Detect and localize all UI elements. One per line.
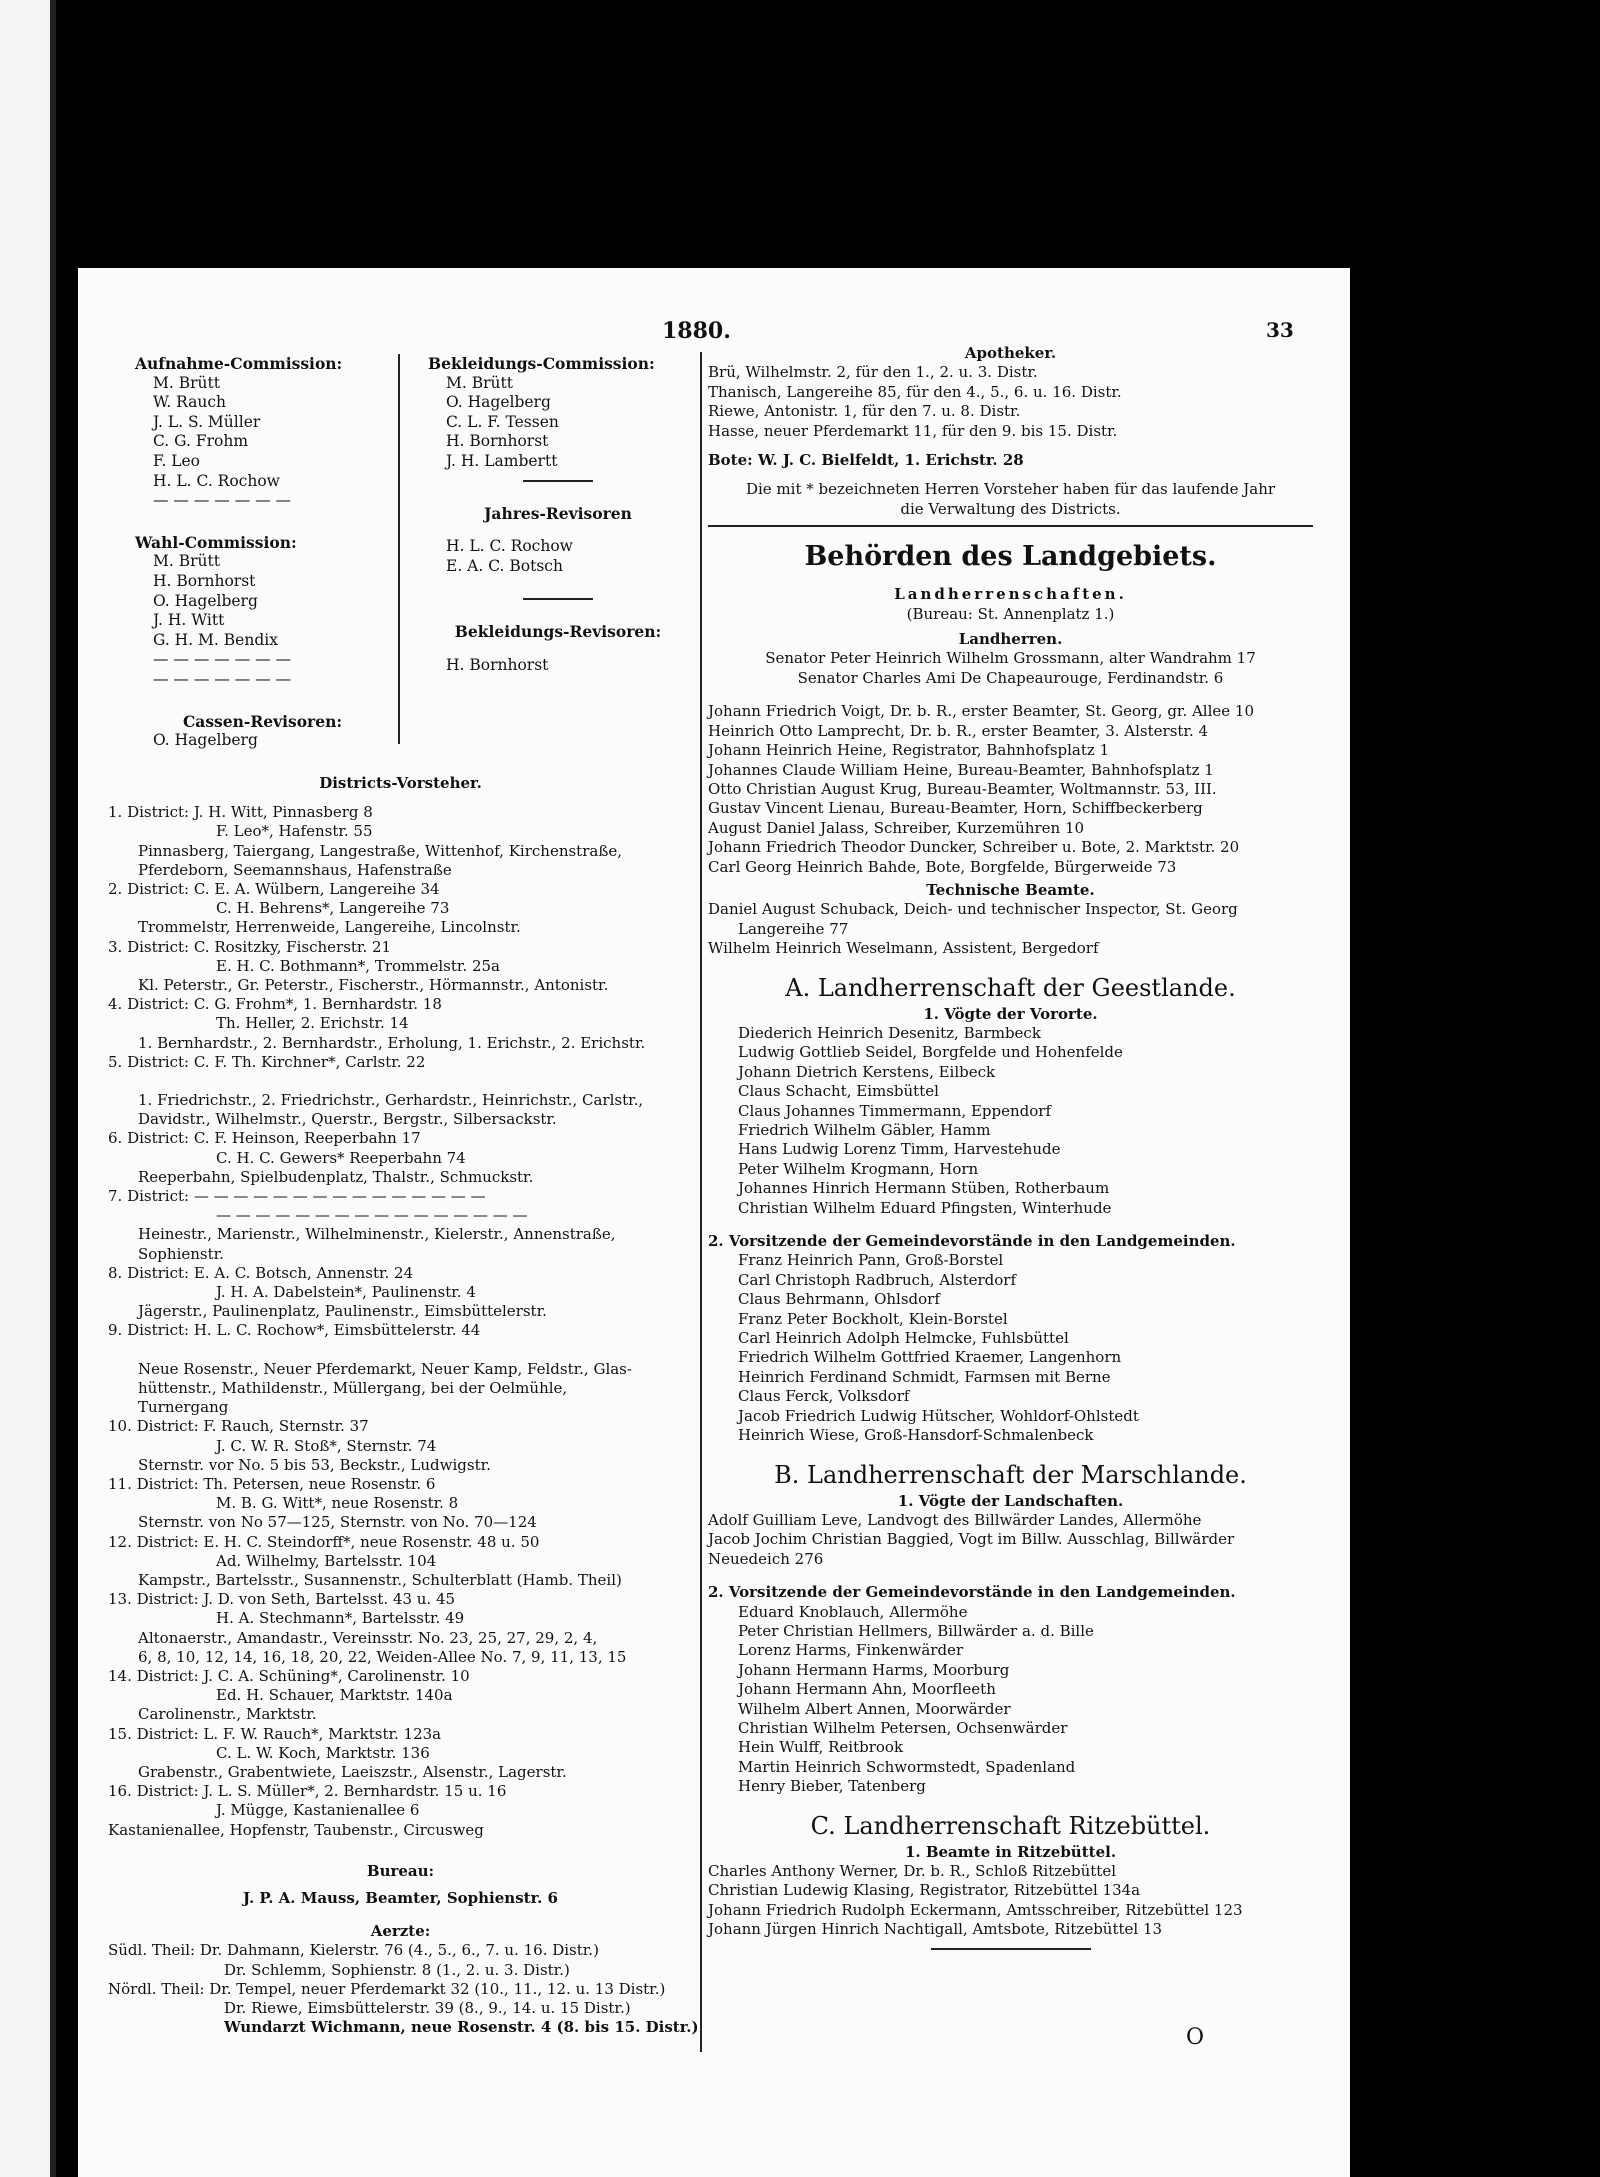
list-item: Heinrich Ferdinand Schmidt, Farmsen mit Berne (738, 1367, 1111, 1386)
list-item: Johannes Hinrich Hermann Stüben, Rotherbaum (738, 1179, 1110, 1198)
beamter-line: August Daniel Jalass, Schreiber, Kurzemühren 10 (708, 818, 1085, 837)
district-line: Pinnasberg, Taiergang, Langestraße, Wittenhof, Kirchenstraße, (138, 841, 622, 860)
beamter-line: Gustav Vincent Lienau, Bureau-Beamter, Horn, Schiffbeckerberg (708, 799, 1203, 818)
technischer-line: Daniel August Schuback, Deich- und technischer Inspector, St. Georg (708, 900, 1238, 919)
landherren-title: Landherren. (958, 630, 1063, 649)
bureau-address: (Bureau: St. Annenplatz 1.) (906, 604, 1115, 623)
district-line: Sophienstr. (138, 1244, 224, 1263)
technischer-line: Langereihe 77 (738, 919, 849, 938)
geest-vors-list (708, 1251, 1313, 1445)
adjacent-page-edge (0, 0, 50, 2177)
ritz-beamte-list (708, 1862, 1313, 1940)
member: F. Leo (153, 451, 200, 470)
district-line: Grabenstr., Grabentwiete, Laeiszstr., Alsenstr., Lagerstr. (138, 1762, 567, 1781)
list-item: Christian Ludewig Klasing, Registrator, Ritzebüttel 134a (708, 1881, 1141, 1900)
member: J. H. Witt (153, 611, 225, 630)
district-line: Heinestr., Marienstr., Wilhelminenstr., Kielerstr., Annenstraße, (138, 1225, 616, 1244)
district-line: Neue Rosenstr., Neuer Pferdemarkt, Neuer Kamp, Feldstr., Glas- (138, 1359, 632, 1378)
note-line: die Verwaltung des Districts. (900, 499, 1121, 518)
geest-sub2: 2. Vorsitzende der Gemeindevorstände in den Landgemeinden. (708, 1232, 1236, 1251)
dash-line: — — — — — — — (153, 669, 292, 688)
list-item: Johann Hermann Harms, Moorburg (738, 1660, 1010, 1679)
district-line: 8. District: E. A. C. Botsch, Annenstr. 24 (108, 1263, 414, 1282)
district-line: Trommelstr, Herrenweide, Langereihe, Lincolnstr. (138, 918, 521, 937)
member: J. H. Lambertt (446, 451, 558, 470)
bekleidungs-revisoren-title: Bekleidungs-Revisoren: (454, 622, 662, 642)
list-item: Johann Hermann Ahn, Moorfleeth (738, 1680, 996, 1699)
list-item: Franz Heinrich Pann, Groß-Borstel (738, 1251, 1004, 1270)
apotheker-title: Apotheker. (964, 344, 1057, 362)
district-lines (108, 803, 693, 1840)
page-year: 1880. (662, 318, 731, 344)
aerzte-line: Nördl. Theil: Dr. Tempel, neuer Pferdemarkt 32 (10., 11., 12. u. 13 Distr.) (108, 1979, 666, 1998)
district-line: 6. District: C. F. Heinson, Reeperbahn 17 (108, 1129, 421, 1148)
district-line: 10. District: F. Rauch, Sternstr. 37 (108, 1417, 369, 1436)
list-item: Charles Anthony Werner, Dr. b. R., Schloß Ritzebüttel (708, 1862, 1117, 1880)
beamter-line: Heinrich Otto Lamprecht, Dr. b. R., erster Beamter, 3. Alsterstr. 4 (708, 721, 1209, 740)
list-item: Peter Christian Hellmers, Billwärder a. d. Bille (738, 1621, 1094, 1640)
district-line: Th. Heller, 2. Erichstr. 14 (216, 1014, 409, 1033)
districts-section (108, 774, 699, 2037)
member: H. Bornhorst (153, 571, 256, 590)
note-line: Die mit * bezeichneten Herren Vorsteher haben für das laufende Jahr (745, 480, 1276, 499)
landherr-line: Senator Charles Ami De Chapeaurouge, Ferdinandstr. 6 (797, 668, 1224, 687)
list-item: Henry Bieber, Tatenberg (738, 1777, 926, 1796)
district-line: 1. Friedrichstr., 2. Friedrichstr., Gerhardstr., Heinrichstr., Carlstr., (138, 1091, 644, 1110)
technische-title: Technische Beamte. (926, 880, 1095, 899)
list-item: Heinrich Wiese, Groß-Hansdorf-Schmalenbeck (738, 1426, 1094, 1445)
beamter-line: Johann Friedrich Theodor Duncker, Schreiber u. Bote, 2. Marktstr. 20 (708, 838, 1240, 857)
list-item: Johann Dietrich Kerstens, Eilbeck (738, 1062, 996, 1081)
geest-voegte-list (708, 1024, 1313, 1218)
district-line: 2. District: C. E. A. Wülbern, Langereihe 34 (108, 880, 440, 899)
district-line: Kastanienallee, Hopfenstr, Taubenstr., Circusweg (108, 1820, 484, 1839)
cassen-revisoren-title: Cassen-Revisoren: (182, 711, 343, 731)
bote-line: Bote: W. J. C. Bielfeldt, 1. Erichstr. 28 (708, 451, 1024, 470)
bureau-title: Bureau: (366, 1861, 435, 1880)
member: G. H. M. Bendix (153, 630, 278, 649)
left-top-column (135, 354, 390, 751)
district-line: C. H. C. Gewers* Reeperbahn 74 (216, 1148, 466, 1167)
member: H. Bornhorst (446, 655, 549, 674)
member: E. A. C. Botsch (446, 556, 563, 575)
list-item: Lorenz Harms, Finkenwärder (738, 1641, 964, 1660)
district-line: 6, 8, 10, 12, 14, 16, 18, 20, 22, Weiden-Allee No. 7, 9, 11, 13, 15 (138, 1647, 627, 1666)
aerzte-line: Dr. Schlemm, Sophienstr. 8 (1., 2. u. 3. Distr.) (224, 1960, 570, 1979)
member: W. Rauch (153, 393, 226, 412)
district-line (108, 1341, 693, 1360)
list-item: Christian Wilhelm Eduard Pfingsten, Winterhude (738, 1198, 1112, 1217)
district-line: Reeperbahn, Spielbudenplatz, Thalstr., Schmuckstr. (138, 1167, 534, 1186)
district-line: Turnergang (138, 1398, 229, 1417)
district-line: Sternstr. von No 57—125, Sternstr. von No. 70—124 (138, 1513, 537, 1532)
middle-top-column (428, 354, 688, 676)
short-rule (523, 480, 593, 482)
district-line: — — — — — — — — — — — — — — — — (216, 1206, 528, 1225)
district-line: Altonaerstr., Amandastr., Vereinsstr. No. 23, 25, 27, 29, 2, 4, (138, 1628, 598, 1647)
district-line: 4. District: C. G. Frohm*, 1. Bernhardstr. 18 (108, 995, 442, 1014)
landherr-line: Senator Peter Heinrich Wilhelm Grossmann, alter Wandrahm 17 (765, 649, 1256, 668)
technischer-line: Wilhelm Heinrich Weselmann, Assistent, Bergedorf (708, 939, 1099, 958)
marsch-vogt-line: Adolf Guilliam Leve, Landvogt des Billwärder Landes, Allermöhe (708, 1510, 1202, 1529)
member: M. Brütt (153, 552, 220, 571)
marsch-vogt-line: Jacob Jochim Christian Baggied, Vogt im Billw. Ausschlag, Billwärder (708, 1530, 1235, 1549)
list-item: Hein Wulff, Reitbrook (738, 1738, 904, 1757)
district-line: 5. District: C. F. Th. Kirchner*, Carlstr. 22 (108, 1052, 426, 1071)
list-item: Carl Christoph Radbruch, Alsterdorf (738, 1270, 1017, 1289)
dash-line: — — — — — — — (153, 491, 292, 510)
member: C. L. F. Tessen (446, 412, 559, 431)
list-item: Claus Behrmann, Ohlsdorf (738, 1290, 940, 1309)
list-item: Peter Wilhelm Krogmann, Horn (738, 1159, 979, 1178)
district-line: 11. District: Th. Petersen, neue Rosenstr. 6 (108, 1474, 436, 1493)
member: J. L. S. Müller (153, 412, 261, 431)
list-item: Ludwig Gottlieb Seidel, Borgfelde und Hohenfelde (738, 1043, 1123, 1062)
list-item: Johann Jürgen Hinrich Nachtigall, Amtsbote, Ritzebüttel 13 (708, 1920, 1163, 1939)
district-line: Pferdeborn, Seemannshaus, Hafenstraße (138, 860, 452, 879)
wahl-commission-title: Wahl-Commission: (135, 532, 297, 552)
district-line: J. Mügge, Kastanienallee 6 (216, 1801, 420, 1820)
district-line: E. H. C. Bothmann*, Trommelstr. 25a (216, 956, 500, 975)
list-item: Claus Schacht, Eimsbüttel (738, 1082, 939, 1101)
page-number: 33 (1266, 318, 1294, 342)
column-divider (398, 354, 400, 744)
ritzebuettel-title: C. Landherrenschaft Ritzebüttel. (810, 1811, 1211, 1840)
district-line: J. H. A. Dabelstein*, Paulinenstr. 4 (216, 1283, 476, 1302)
district-line: 1. Bernhardstr., 2. Bernhardstr., Erholung, 1. Erichstr., 2. Erichstr. (138, 1033, 646, 1052)
beamter-line: Otto Christian August Krug, Bureau-Beamter, Woltmannstr. 53, III. (708, 779, 1217, 798)
district-line: 3. District: C. Rositzky, Fischerstr. 21 (108, 937, 392, 956)
list-item: Claus Ferck, Volksdorf (738, 1387, 910, 1406)
member: M. Brütt (446, 373, 513, 392)
jahres-revisoren-title: Jahres-Revisoren (484, 503, 632, 523)
beamter-line: Carl Georg Heinrich Bahde, Bote, Borgfelde, Bürgerweide 73 (708, 857, 1177, 876)
district-line: 15. District: L. F. W. Rauch*, Marktstr. 123a (108, 1724, 442, 1743)
dash-line: — — — — — — — (153, 650, 292, 669)
district-line: F. Leo*, Hafenstr. 55 (216, 822, 373, 841)
list-item: Martin Heinrich Schwormstedt, Spadenland (738, 1757, 1076, 1776)
district-line: Ad. Wilhelmy, Bartelsstr. 104 (216, 1551, 437, 1570)
district-line: Kampstr., Bartelsstr., Susannenstr., Schulterblatt (Hamb. Theil) (138, 1570, 622, 1589)
district-line: 13. District: J. D. von Seth, Bartelsst. 43 u. 45 (108, 1590, 456, 1609)
apotheker-line: Hasse, neuer Pferdemarkt 11, für den 9. bis 15. Distr. (708, 421, 1118, 440)
district-line: Davidstr., Wilhelmstr., Querstr., Bergstr., Silbersackstr. (138, 1110, 557, 1129)
beamter-line: Johann Heinrich Heine, Registrator, Bahnhofsplatz 1 (708, 741, 1110, 760)
district-line: 14. District: J. C. A. Schüning*, Carolinenstr. 10 (108, 1666, 470, 1685)
district-line: C. L. W. Koch, Marktstr. 136 (216, 1743, 430, 1762)
horizontal-rule (708, 525, 1313, 527)
beamter-line: Johannes Claude William Heine, Bureau-Beamter, Bahnhofsplatz 1 (708, 760, 1214, 779)
district-line: M. B. G. Witt*, neue Rosenstr. 8 (216, 1494, 459, 1513)
aufnahme-commission-title: Aufnahme-Commission: (135, 354, 343, 373)
marsch-vogt-line: Neuedeich 276 (708, 1549, 824, 1568)
geestlande-title: A. Landherrenschaft der Geestlande. (785, 973, 1236, 1002)
district-line: Kl. Peterstr., Gr. Peterstr., Fischerstr., Hörmannstr., Antonistr. (138, 976, 609, 995)
geest-sub1: 1. Vögte der Vororte. (923, 1004, 1098, 1023)
marsch-sub2: 2. Vorsitzende der Gemeindevorstände in den Landgemeinden. (708, 1583, 1236, 1602)
list-item: Jacob Friedrich Ludwig Hütscher, Wohldorf-Ohlstedt (738, 1406, 1139, 1425)
list-item: Hans Ludwig Lorenz Timm, Harvestehude (738, 1140, 1061, 1159)
district-line: H. A. Stechmann*, Bartelsstr. 49 (216, 1609, 465, 1628)
book-gutter (50, 0, 56, 2177)
aerzte-line: Wundarzt Wichmann, neue Rosenstr. 4 (8. bis 15. Distr.) (224, 2018, 699, 2037)
aerzte-line: Dr. Riewe, Eimsbüttelerstr. 39 (8., 9., 14. u. 15 Distr.) (224, 1998, 631, 2017)
list-item: Friedrich Wilhelm Gäbler, Hamm (738, 1121, 991, 1139)
district-line: Carolinenstr., Marktstr. (138, 1705, 317, 1724)
short-rule (931, 1948, 1091, 1950)
marschlande-title: B. Landherrenschaft der Marschlande. (774, 1460, 1247, 1489)
member: C. G. Frohm (153, 432, 249, 451)
member: H. L. C. Rochow (446, 537, 573, 556)
districts-title: Districts-Vorsteher. (319, 774, 482, 792)
footer-mark: O (1186, 2025, 1205, 2050)
district-line: 7. District: — — — — — — — — — — — — — — — (108, 1187, 486, 1206)
apotheker-line: Brü, Wilhelmstr. 2, für den 1., 2. u. 3. Distr. (708, 363, 1038, 382)
district-line: J. C. W. R. Stoß*, Sternstr. 74 (216, 1436, 437, 1455)
ritz-sub1: 1. Beamte in Ritzebüttel. (904, 1842, 1117, 1861)
aerzte-line: Südl. Theil: Dr. Dahmann, Kielerstr. 76 (4., 5., 6., 7. u. 16. Distr.) (108, 1941, 599, 1960)
district-line: 9. District: H. L. C. Rochow*, Eimsbüttelerstr. 44 (108, 1321, 481, 1340)
beamter-line: Johann Friedrich Voigt, Dr. b. R., erster Beamter, St. Georg, gr. Allee 10 (708, 702, 1255, 721)
member: O. Hagelberg (153, 591, 258, 610)
apotheker-line: Thanisch, Langereihe 85, für den 4., 5., 6. u. 16. Distr. (708, 382, 1122, 401)
member: H. L. C. Rochow (153, 471, 280, 490)
list-item: Franz Peter Bockholt, Klein-Borstel (738, 1309, 1008, 1328)
aerzte-title: Aerzte: (370, 1922, 431, 1941)
list-item: Claus Johannes Timmermann, Eppendorf (738, 1101, 1052, 1120)
district-line: C. H. Behrens*, Langereihe 73 (216, 899, 450, 918)
short-rule (523, 598, 593, 600)
list-item: Friedrich Wilhelm Gottfried Kraemer, Langenhorn (738, 1348, 1122, 1367)
district-line: hüttenstr., Mathildenstr., Müllergang, bei der Oelmühle, (138, 1378, 568, 1397)
list-item: Wilhelm Albert Annen, Moorwärder (738, 1699, 1011, 1718)
district-line: Jägerstr., Paulinenplatz, Paulinenstr., Eimsbüttelerstr. (138, 1302, 547, 1321)
member: M. Brütt (153, 373, 220, 392)
district-line (108, 1072, 693, 1091)
district-line: 16. District: J. L. S. Müller*, 2. Bernhardstr. 15 u. 16 (108, 1782, 507, 1801)
district-line: Sternstr. vor No. 5 bis 53, Beckstr., Ludwigstr. (138, 1455, 491, 1474)
center-divider (700, 352, 702, 2052)
district-line: Ed. H. Schauer, Marktstr. 140a (216, 1686, 453, 1705)
list-item: Christian Wilhelm Petersen, Ochsenwärder (738, 1718, 1068, 1737)
list-item: Johann Friedrich Rudolph Eckermann, Amtsschreiber, Ritzebüttel 123 (708, 1900, 1243, 1919)
member: O. Hagelberg (446, 393, 551, 412)
list-item: Carl Heinrich Adolph Helmcke, Fuhlsbüttel (738, 1329, 1069, 1348)
member: H. Bornhorst (446, 432, 549, 451)
behoerden-title: Behörden des Landgebiets. (804, 541, 1217, 573)
bekleidungs-commission-title: Bekleidungs-Commission: (428, 354, 655, 373)
marsch-vors-list (708, 1603, 1313, 1797)
marsch-sub1: 1. Vögte der Landschaften. (897, 1491, 1124, 1510)
apotheker-line: Riewe, Antonistr. 1, für den 7. u. 8. Distr. (708, 402, 1021, 421)
right-column (708, 344, 1313, 1958)
district-line: 12. District: E. H. C. Steindorff*, neue Rosenstr. 48 u. 50 (108, 1532, 540, 1551)
district-line: 1. District: J. H. Witt, Pinnasberg 8 (108, 803, 373, 822)
member: O. Hagelberg (153, 731, 258, 750)
bureau-line: J. P. A. Mauss, Beamter, Sophienstr. 6 (243, 1888, 558, 1907)
landherrenschaften-title: Landherrenschaften. (894, 585, 1127, 604)
list-item: Diederich Heinrich Desenitz, Barmbeck (738, 1023, 1041, 1042)
list-item: Eduard Knoblauch, Allermöhe (738, 1602, 968, 1621)
